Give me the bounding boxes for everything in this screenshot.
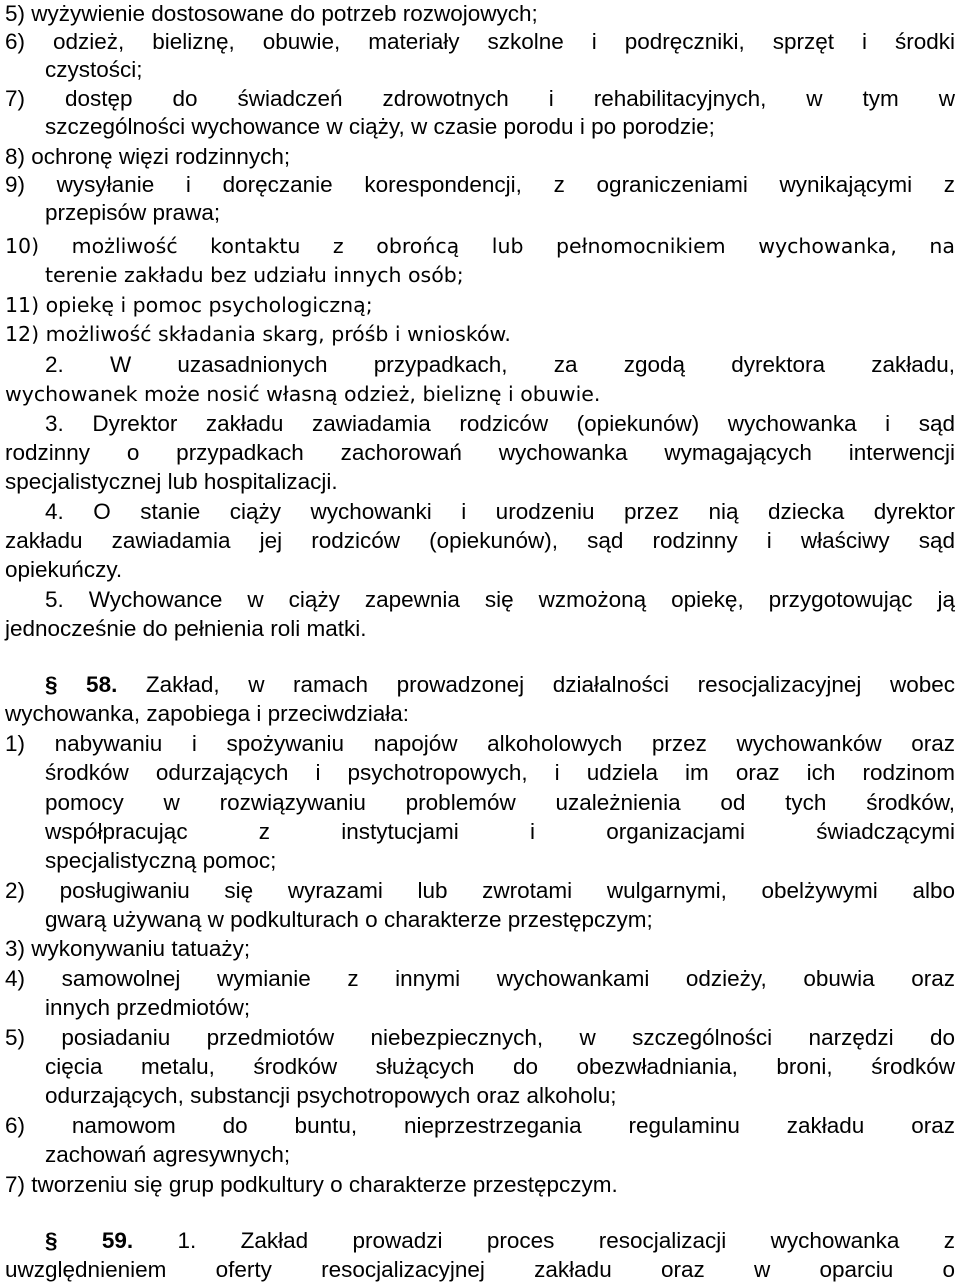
list-item: 7) tworzeniu się grup podkultury o charakterze przestępczym. [5, 1172, 618, 1197]
text-line: terenie zakładu bez udziału innych osób; [45, 263, 464, 287]
text-line: przepisów prawa; [45, 200, 221, 225]
text-line: 9) wysyłanie i doręczanie korespondencji, z ograniczeniami wynikającymi z [5, 172, 955, 197]
text-line: 2. W uzasadnionych przypadkach, za zgodą dyrektora zakładu, [45, 352, 955, 377]
text-line: pomocy w rozwiązywaniu problemów uzależnienia od tych środków, [45, 790, 955, 815]
text-line: 11) opiekę i pomoc psychologiczną; [5, 293, 373, 317]
list-item: 4) samowolnej wymianie z innymi wychowankami odzieży, obuwia oraz [5, 966, 955, 991]
text-line: 5) wyżywienie dostosowane do potrzeb rozwojowych; [5, 1, 538, 26]
section-number: § 59. [45, 1228, 134, 1253]
text-line: wychowanek może nosić własną odzież, bieliznę i obuwie. [5, 382, 601, 406]
text-line: środków odurzających i psychotropowych, i udziela im oraz ich rodzinom [45, 760, 955, 785]
list-item: 2) posługiwaniu się wyrazami lub zwrotami wulgarnymi, obelżywymi albo [5, 878, 955, 903]
text-line: jednocześnie do pełnienia roli matki. [5, 616, 367, 641]
list-item: 3) wykonywaniu tatuaży; [5, 936, 251, 961]
text-line: 10) możliwość kontaktu z obrońcą lub pełnomocnikiem wychowanka, na [5, 234, 955, 258]
list-item: 1) nabywaniu i spożywaniu napojów alkoholowych przez wychowanków oraz [5, 731, 955, 756]
text-line: 5. Wychowance w ciąży zapewnia się wzmożoną opiekę, przygotowując ją [45, 587, 955, 612]
text-line: szczególności wychowance w ciąży, w czasie porodu i po porodzie; [45, 114, 715, 139]
text-line: 3. Dyrektor zakładu zawiadamia rodziców (opiekunów) wychowanka i sąd [45, 411, 955, 436]
section-text: Zakład, w ramach prowadzonej działalności resocjalizacyjnej wobec [117, 672, 955, 697]
text-line: zachowań agresywnych; [45, 1142, 291, 1167]
text-line: 6) odzież, bieliznę, obuwie, materiały szkolne i podręczniki, sprzęt i środki [5, 29, 955, 54]
text-line: odurzających, substancji psychotropowych oraz alkoholu; [45, 1083, 617, 1108]
section-text: 1. Zakład prowadzi proces resocjalizacji wychowanka z [133, 1228, 955, 1253]
section-59-heading [5, 1227, 955, 1256]
text-line: 8) ochronę więzi rodzinnych; [5, 144, 291, 169]
text-line: 4. O stanie ciąży wychowanki i urodzeniu przez nią dziecka dyrektor [45, 499, 955, 524]
section-number: § 58. [45, 672, 118, 697]
text-line: innych przedmiotów; [45, 995, 251, 1020]
list-item: 6) namowom do buntu, nieprzestrzegania regulaminu zakładu oraz [5, 1113, 955, 1138]
text-line: cięcia metalu, środków służących do obezwładniania, broni, środków [45, 1054, 955, 1079]
section-58-heading [5, 671, 955, 700]
text-line: zakładu zawiadamia jej rodziców (opiekunów), sąd rodzinny i właściwy sąd [5, 528, 955, 553]
text-line: specjalistyczną pomoc; [45, 848, 277, 873]
list-item: 5) posiadaniu przedmiotów niebezpiecznych, w szczególności narzędzi do [5, 1025, 955, 1050]
text-line: uwzględnieniem oferty resocjalizacyjnej zakładu oraz w oparciu o [5, 1257, 955, 1282]
text-line: opiekuńczy. [5, 557, 123, 582]
text-line: wychowanka, zapobiega i przeciwdziała: [5, 701, 409, 726]
text-line: rodzinny o przypadkach zachorowań wychowanka wymagających interwencji [5, 440, 955, 465]
text-line: gwarą używaną w podkulturach o charakterze przestępczym; [45, 907, 653, 932]
text-line: 12) możliwość składania skarg, próśb i wniosków. [5, 322, 511, 346]
text-line: specjalistycznej lub hospitalizacji. [5, 469, 338, 494]
text-line: 7) dostęp do świadczeń zdrowotnych i rehabilitacyjnych, w tym w [5, 86, 955, 111]
text-line: czystości; [45, 57, 143, 82]
text-line: współpracując z instytucjami i organizacjami świadczącymi [45, 819, 955, 844]
